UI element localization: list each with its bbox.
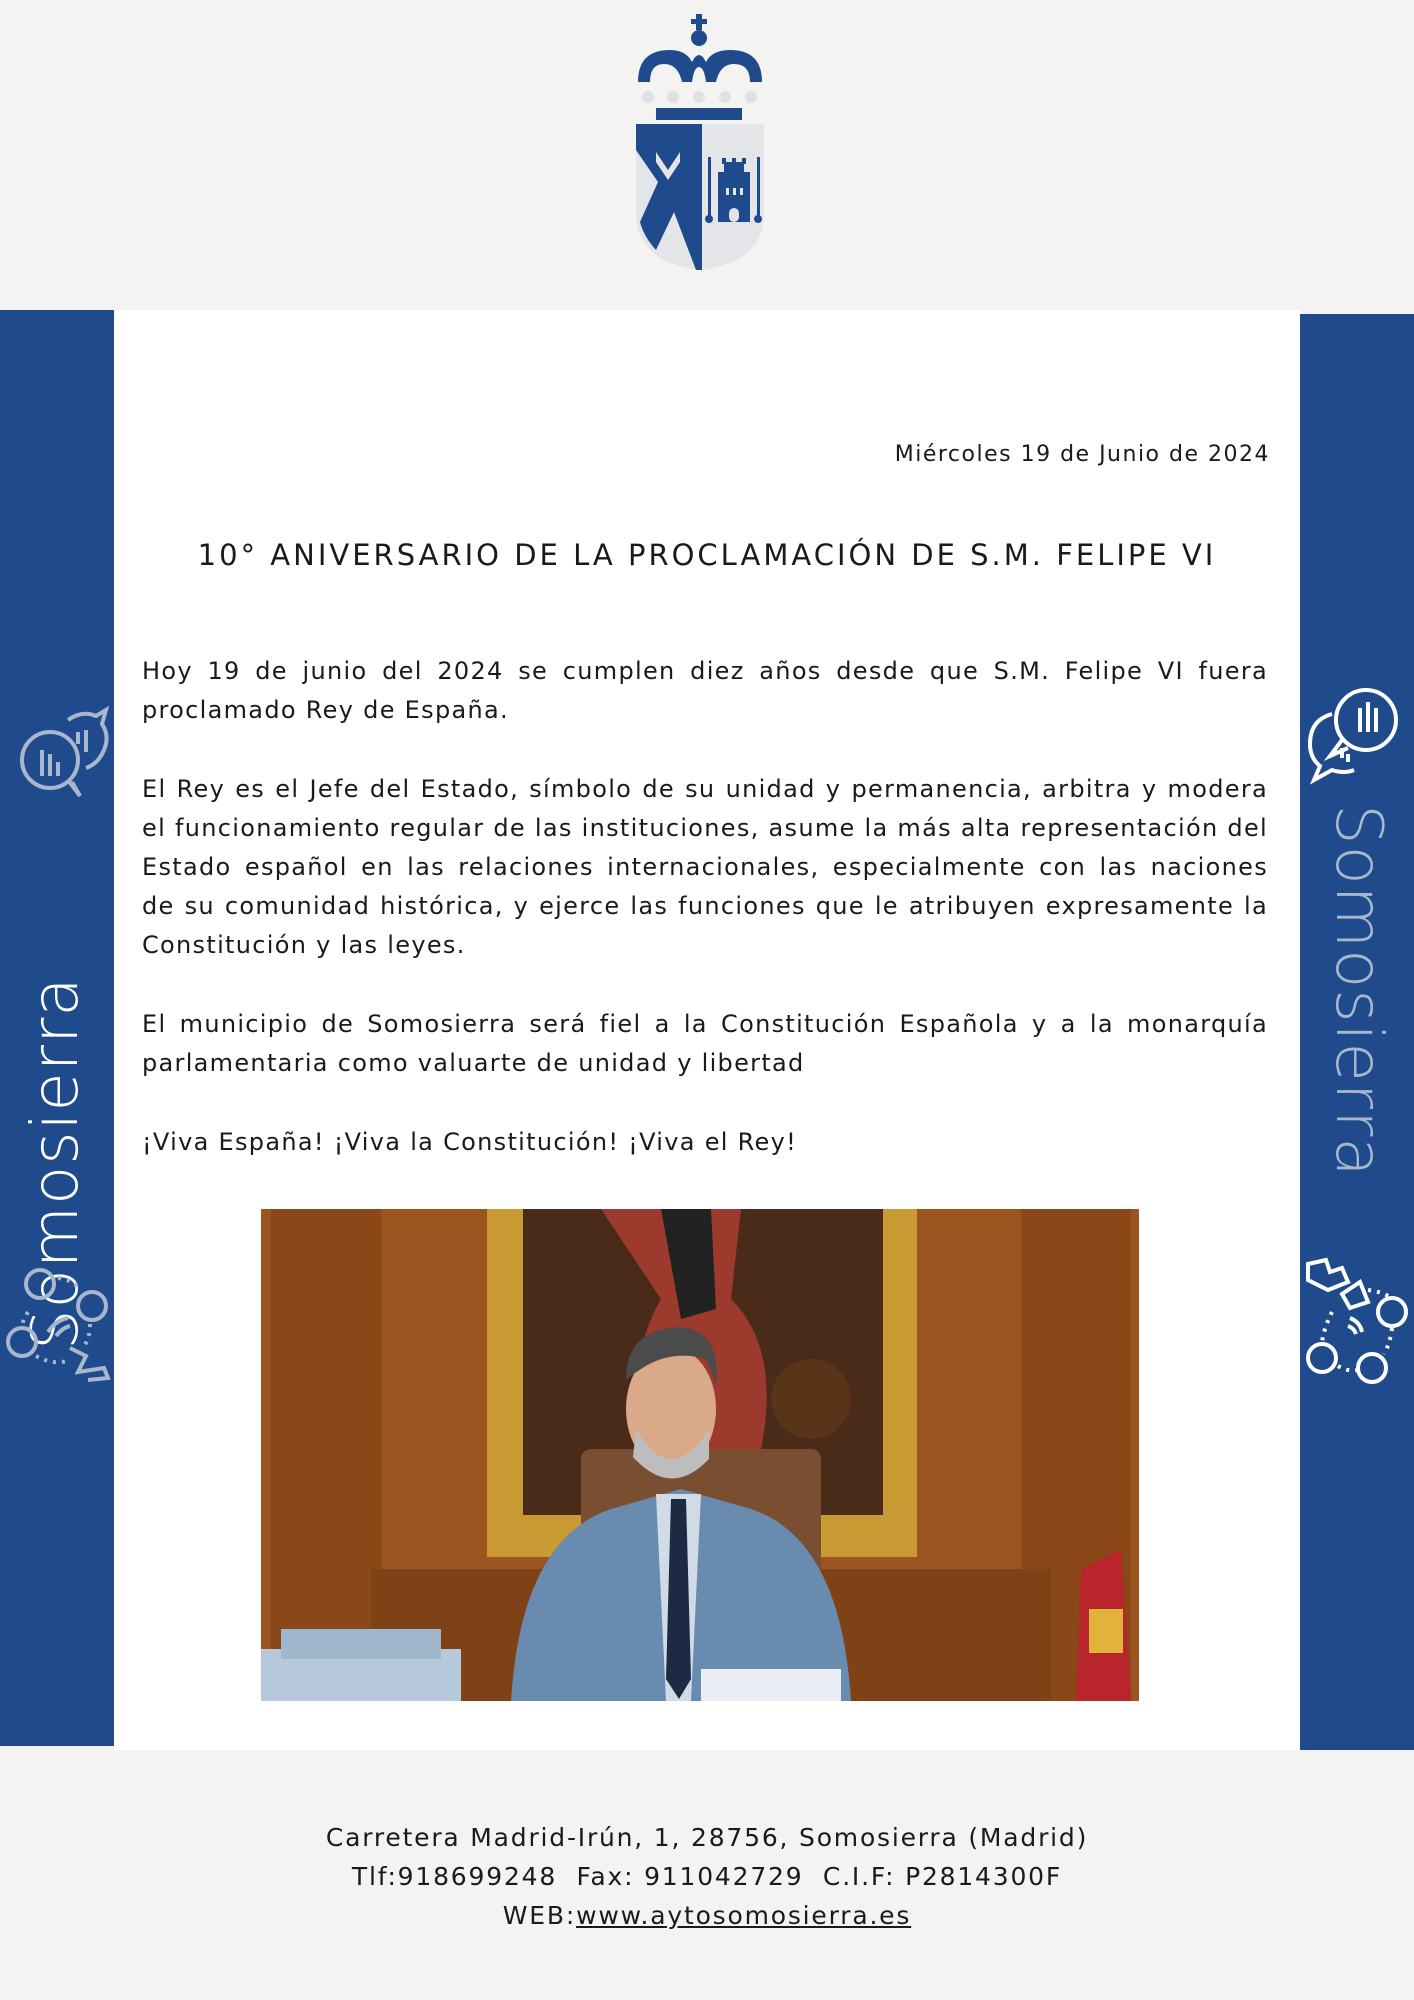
document-date: Miércoles 19 de Junio de 2024 <box>894 442 1270 467</box>
footer-contact <box>0 1818 1414 1935</box>
paragraph: El Rey es el Jefe del Estado, símbolo de su unidad y permanencia, arbitra y modera el funcionamiento regular de las instituciones, asume la más alta representación del Estado español en las relaciones internacionales, especialmente con las naciones de su comunidad histórica, y ejerce las funciones que le atribuyen expresamente la Constitución y las leyes. <box>142 775 1268 959</box>
community-network-icon <box>4 1256 112 1384</box>
footer-address: Carretera Madrid-Irún, 1, 28756, Somosierra (Madrid) <box>325 1823 1089 1852</box>
paragraph: ¡Viva España! ¡Viva la Constitución! ¡Viva el Rey! <box>142 1128 798 1156</box>
document-title: 10° ANIVERSARIO DE LA PROCLAMACIÓN DE S.M. FELIPE VI <box>197 538 1217 572</box>
footer-phone-fax-cif: Tlf:918699248 Fax: 911042729 C.I.F: P2814300F <box>351 1862 1063 1891</box>
photo-illustration <box>261 1209 1139 1701</box>
paragraph: El municipio de Somosierra será fiel a la Constitución Española y a la monarquía parlamentaria como valuarte de unidad y libertad <box>142 1010 1268 1077</box>
document-body <box>142 652 1268 1202</box>
sidebar-label-right: Somosierra <box>1321 804 1395 1178</box>
website-link[interactable]: www.aytosomosierra.es <box>576 1901 912 1930</box>
paragraph: Hoy 19 de junio del 2024 se cumplen diez años desde que S.M. Felipe VI fuera proclamado Rey de España. <box>142 657 1268 724</box>
coat-of-arms-icon <box>634 12 766 272</box>
community-network-icon <box>1302 1254 1410 1386</box>
chat-bubbles-icon <box>1302 682 1406 786</box>
chat-bubbles-icon <box>10 702 110 802</box>
left-sidebar-band <box>0 310 114 1746</box>
king-photo <box>261 1209 1139 1701</box>
sidebar-label-left: Somosierra <box>19 976 93 1350</box>
footer-web <box>0 1896 1414 1935</box>
right-sidebar-band <box>1300 314 1414 1750</box>
footer-web-label: WEB: <box>502 1901 577 1930</box>
